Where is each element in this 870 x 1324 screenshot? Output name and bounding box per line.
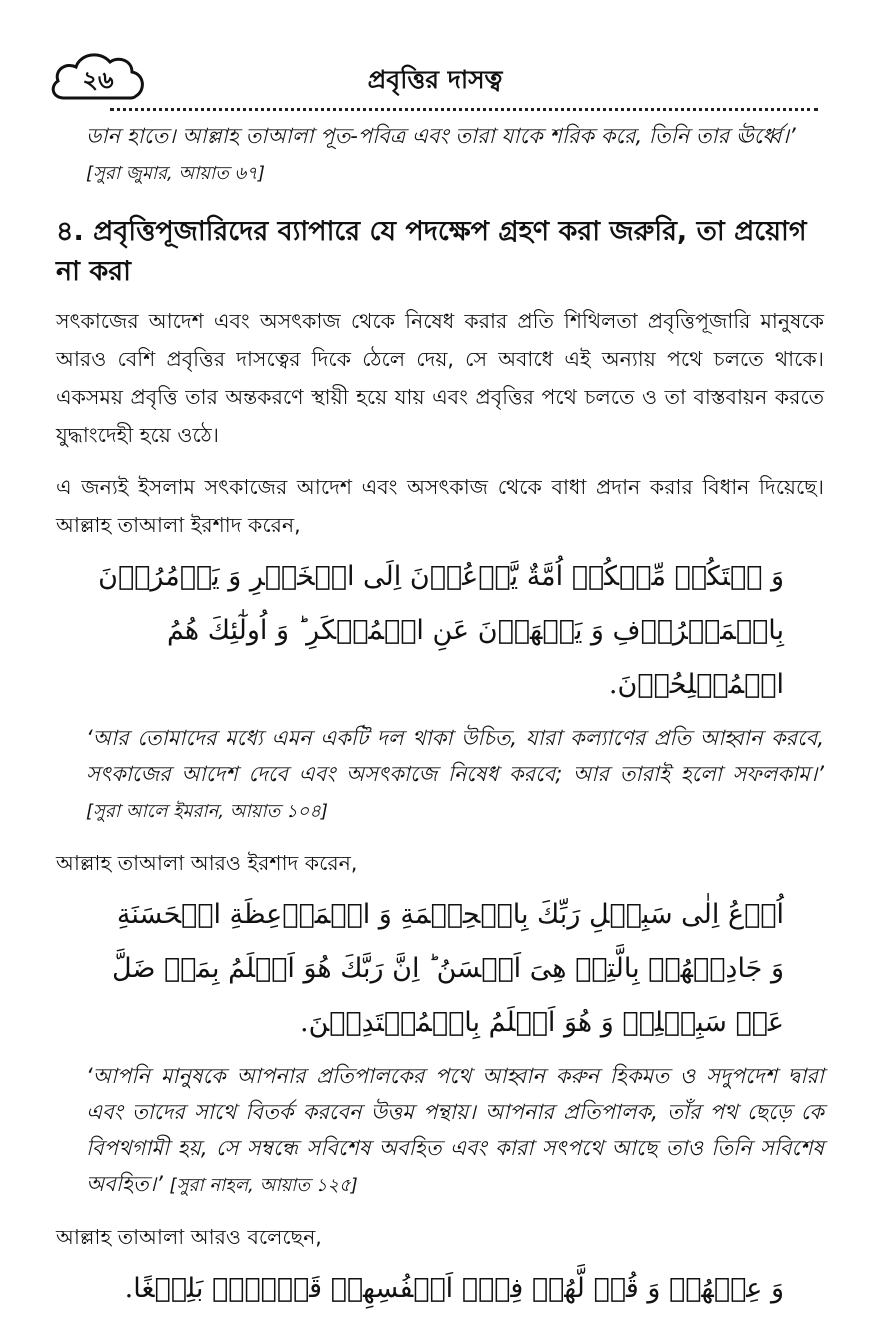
paragraph-4: আল্লাহ তাআলা আরও বলেছেন, [56, 1225, 322, 1249]
quote-1-ref: [সুরা আলে ইমরান, আয়াত ১০৪] [86, 801, 328, 822]
arabic-verse-3: وَ عِظۡهُمۡ وَ قُلۡ لَّهُمۡ فِىۡۤ اَنۡفُسِهِمۡ قَوۡلًاۢ بَلِيۡغًا. [124, 1273, 784, 1304]
header-divider [110, 108, 818, 111]
page-header [0, 0, 870, 118]
arabic-verse-1: وَ لۡتَكُنۡ مِّنۡكُمۡ اُمَّةٌ يَّدۡعُوۡنَ اِلَى الۡخَيۡرِ وَ يَاۡمُرُوۡنَ بِالۡمَعۡرُوۡفِ وَ يَنۡهَوۡنَ عَنِ الۡمُنۡكَرِ ؕ وَ اُولٰٓئِكَ هُمُ الۡمُفۡلِحُوۡنَ. [98, 561, 784, 700]
section-heading: ৪. প্রবৃত্তিপূজারিদের ব্যাপারে যে পদক্ষেপ গ্রহণ করা জরুরি, তা প্রয়োগ না করা [56, 216, 807, 287]
quote-2-ref: [সুরা নাহল, আয়াত ১২৫] [169, 1175, 358, 1196]
top-quote [86, 118, 824, 192]
page-number: ২৬ [82, 66, 114, 94]
page-body [56, 118, 824, 1324]
top-quote-text: ডান হাতে। আল্লাহ তাআলা পূত-পবিত্র এবং তারা যাকে শরিক করে, তিনি তার ঊর্ধ্বে।’ [86, 124, 796, 148]
quote-1-text: ‘আর তোমাদের মধ্যে এমন একটি দল থাকা উচিত, যারা কল্যাণের প্রতি আহ্বান করবে, সৎকাজের আদেশ দেবে এবং অসৎকাজে নিষেধ করবে; আর তারাই হলো সফলকাম।’ [86, 726, 824, 786]
arabic-verse-2: اُدۡعُ اِلٰى سَبِيۡلِ رَبِّكَ بِالۡحِكۡمَةِ وَ الۡمَوۡعِظَةِ الۡحَسَنَةِ وَ جَادِلۡهُمۡ بِالَّتِىۡ هِىَ اَحۡسَنُ ؕ اِنَّ رَبَّكَ هُوَ اَعۡلَمُ بِمَنۡ ضَلَّ عَنۡ سَبِيۡلِهٖ وَ هُوَ اَعۡلَمُ بِالۡمُهۡتَدِيۡنَ. [112, 899, 784, 1038]
quote-2-text: ‘আপনি মানুষকে আপনার প্রতিপালকের পথে আহ্বান করুন হিকমত ও সদুপদেশ দ্বারা এবং তাদের সাথে বিতর্ক করবেন উত্তম পন্থায়। আপনার প্রতিপালক, তাঁর পথ ছেড়ে কে বিপথগামী হয়, সে সম্বন্ধে সবিশেষ অবহিত এবং কারা সৎপথে আছে তাও তিনি সবিশেষ অবহিত।’ [86, 1064, 824, 1196]
paragraph-2: এ জন্যই ইসলাম সৎকাজের আদেশ এবং অসৎকাজ থেকে বাধা প্রদান করার বিধান দিয়েছে। আল্লাহ তাআলা ইরশাদ করেন, [56, 475, 824, 537]
top-quote-ref: [সুরা জুমার, আয়াত ৬৭] [86, 163, 265, 184]
translation-quote-1 [86, 720, 824, 830]
paragraph-3: আল্লাহ তাআলা আরও ইরশাদ করেন, [56, 851, 358, 875]
paragraph-1: সৎকাজের আদেশ এবং অসৎকাজ থেকে নিষেধ করার প্রতি শিথিলতা প্রবৃত্তিপূজারি মানুষকে আরও বেশি প্রবৃত্তির দাসত্বের দিকে ঠেলে দেয়, সে অবাধে এই অন্যায় পথে চলতে থাকে। একসময় প্রবৃত্তি তার অন্তকরণে স্থায়ী হয়ে যায় এবং প্রবৃত্তির পথে চলতে ও তা বাস্তবায়ন করতে যুদ্ধাংদেহী হয়ে ওঠে। [56, 309, 824, 447]
translation-quote-2 [86, 1058, 824, 1204]
running-title: প্রবৃত্তির দাসত্ব [367, 65, 503, 94]
